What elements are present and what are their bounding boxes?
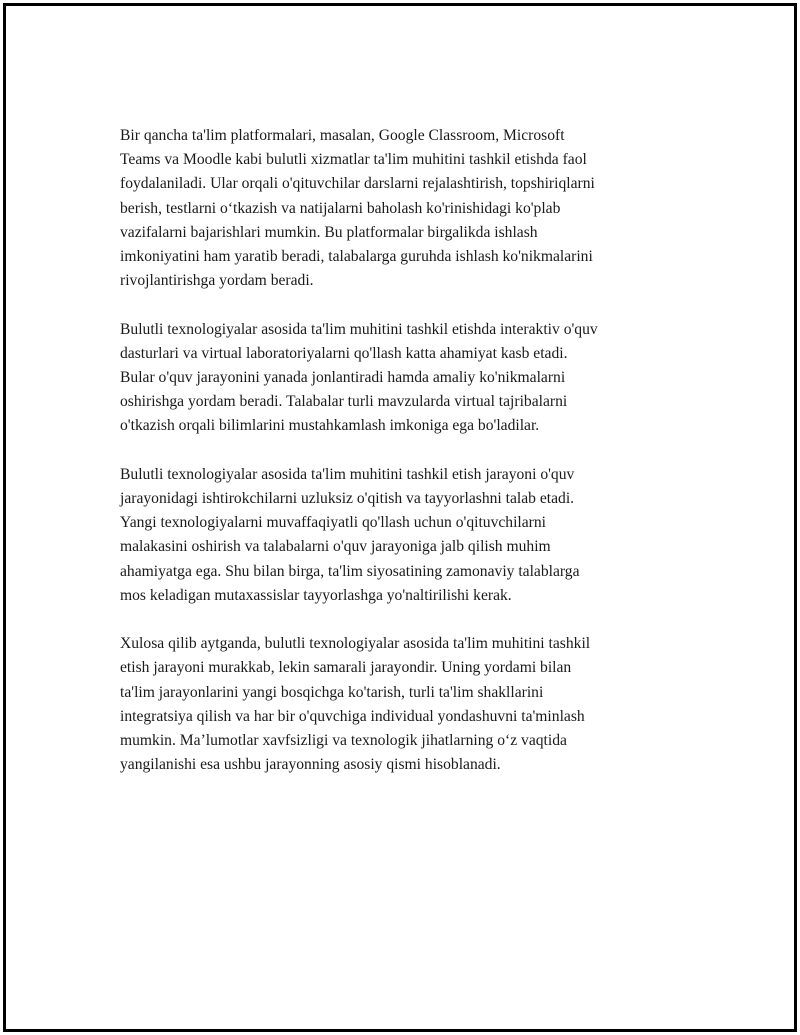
document-page: [3, 3, 797, 1032]
paragraph-2: [120, 318, 690, 439]
text-line: ahamiyatga ega. Shu bilan birga, ta'lim siyosatining zamonaviy talablarga: [120, 562, 580, 580]
text-line: berish, testlarni o‘tkazish va natijalarni baholash ko'rinishidagi ko'plab: [120, 199, 561, 217]
document-body: [120, 124, 690, 802]
paragraph-3: [120, 463, 690, 608]
text-line: Yangi texnologiyalarni muvaffaqiyatli qo'llash uchun o'qituvchilarni: [120, 514, 547, 532]
text-line: Teams va Moodle kabi bulutli xizmatlar ta'lim muhitini tashkil etishda faol: [120, 151, 587, 169]
text-line: dasturlari va virtual laboratoriyalarni qo'llash katta ahamiyat kasb etadi.: [120, 344, 568, 362]
text-line: jarayonidagi ishtirokchilarni uzluksiz o'qitish va tayyorlashni talab etadi.: [120, 490, 575, 508]
text-line: Bulutli texnologiyalar asosida ta'lim muhitini tashkil etish jarayoni o'quv: [120, 465, 575, 483]
text-line: oshirishga yordam beradi. Talabalar turli mavzularda virtual tajribalarni: [120, 393, 568, 411]
text-line: rivojlantirishga yordam beradi.: [120, 272, 314, 290]
text-line: Xulosa qilib aytganda, bulutli texnologiyalar asosida ta'lim muhitini tashkil: [120, 635, 591, 653]
paragraph-4: [120, 632, 690, 777]
text-line: Bir qancha ta'lim platformalari, masalan, Google Classroom, Microsoft: [120, 127, 565, 144]
text-line: yangilanishi esa ushbu jarayonning asosiy qismi hisoblanadi.: [120, 756, 501, 774]
text-line: foydalaniladi. Ular orqali o'qituvchilar darslarni rejalashtirish, topshiriqlarni: [120, 175, 595, 193]
text-line: ta'lim jarayonlarini yangi bosqichga ko'tarish, turli ta'lim shakllarini: [120, 683, 544, 701]
text-line: Bulutli texnologiyalar asosida ta'lim muhitini tashkil etishda interaktiv o'quv: [120, 320, 598, 338]
text-line: malakasini oshirish va talabalarni o'quv jarayoniga jalb qilish muhim: [120, 538, 551, 556]
text-line: Bular o'quv jarayonini yanada jonlantiradi hamda amaliy ko'nikmalarni: [120, 369, 566, 387]
text-line: vazifalarni bajarishlari mumkin. Bu platformalar birgalikda ishlash: [120, 223, 538, 241]
text-line: mos keladigan mutaxassislar tayyorlashga yo'naltirilishi kerak.: [120, 586, 512, 604]
text-line: mumkin. Ma’lumotlar xavfsizligi va texnologik jihatlarning o‘z vaqtida: [120, 732, 567, 750]
text-line: integratsiya qilish va har bir o'quvchiga individual yondashuvni ta'minlash: [120, 707, 585, 725]
text-line: o'tkazish orqali bilimlarini mustahkamlash imkoniga ega bo'ladilar.: [120, 417, 540, 435]
text-line: imkoniyatini ham yaratib beradi, talabalarga guruhda ishlash ko'nikmalarini: [120, 248, 593, 266]
paragraph-1: [120, 124, 690, 293]
text-line: etish jarayoni murakkab, lekin samarali jarayondir. Uning yordami bilan: [120, 659, 572, 677]
